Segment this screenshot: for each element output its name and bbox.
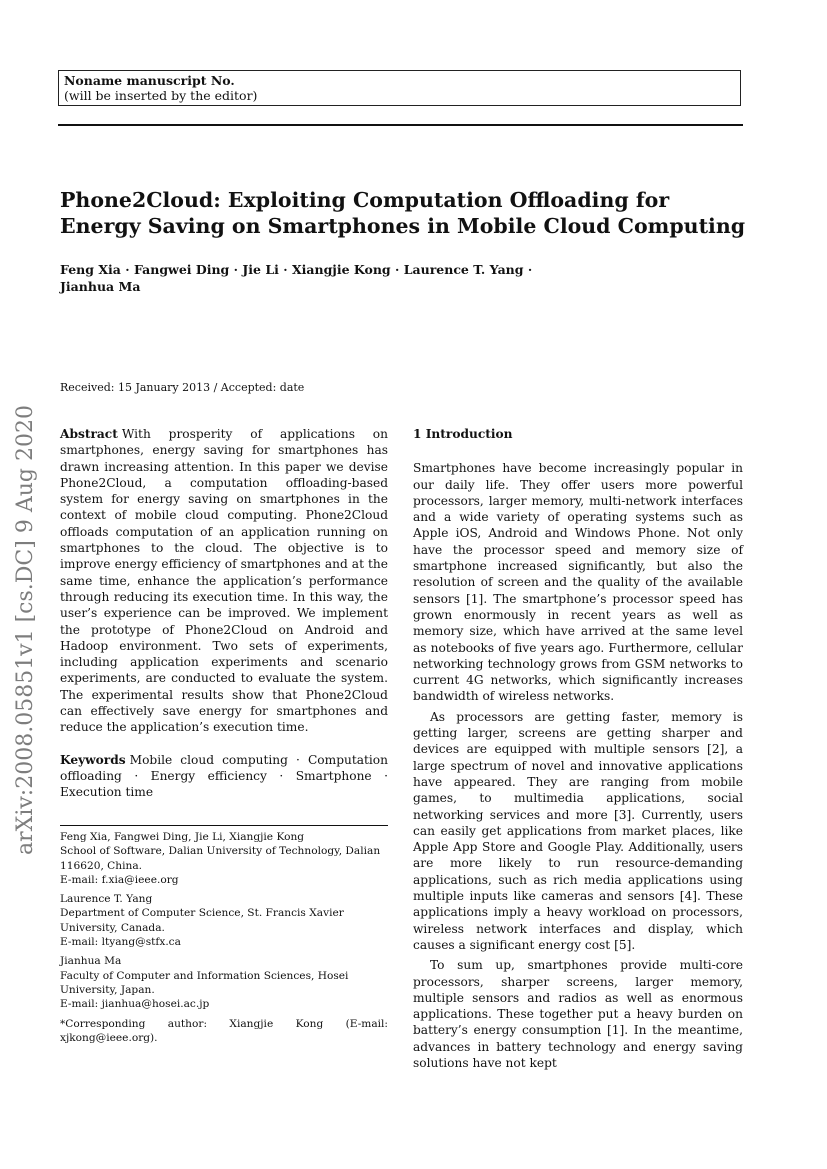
affiliation-dept: Department of Computer Science, St. Francis Xavier University, Canada.: [60, 907, 344, 934]
affiliation-dept: Faculty of Computer and Information Sciences, Hosei University, Japan.: [60, 969, 349, 996]
affiliations: [60, 830, 388, 1045]
body-paragraph: Smartphones have become increasingly popular in our daily life. They offer users more powerful processors, larger memory, multi-network interfaces and a wide variety of operating systems such as Apple iOS, Android and Windows Phone. Not only have the processor speed and memory size of smartphone increased significantly, but also the resolution of screen and the quality of the available sensors [1]. The smartphone’s processor speed has grown enormously in recent years as well as memory size, which have arrived at the same level as notebooks of five years ago. Furthermore, cellular networking technology grows from GSM networks to current 4G networks, which significantly increases bandwidth of wireless networks.: [413, 461, 743, 704]
manuscript-number-label: Noname manuscript No.: [64, 73, 235, 88]
author-name: Xiangjie Kong: [291, 262, 391, 277]
editor-note: (will be inserted by the editor): [64, 88, 258, 103]
affiliation-block: [60, 830, 388, 887]
affiliation-block: [60, 954, 388, 1011]
author-separator: ·: [120, 262, 134, 277]
author-separator: ·: [390, 262, 404, 277]
keywords: [60, 752, 388, 801]
author-name: Feng Xia: [60, 262, 121, 277]
author-name: Jianhua Ma: [60, 279, 141, 294]
footnote-rule: [60, 825, 388, 826]
left-column: [60, 426, 388, 801]
body-paragraph: To sum up, smartphones provide multi-core processors, sharper screens, larger memory, multiple sensors and radios as well as enormous applications. These together put a heavy burden on battery’s energy consumption [1]. In the meantime, advances in battery technology and energy saving solutions have not kept: [413, 958, 743, 1070]
section-heading: 1 Introduction: [413, 427, 513, 441]
abstract-label: Abstract: [60, 427, 118, 441]
affiliation-names: Jianhua Ma: [60, 955, 122, 968]
affiliation-email: E-mail: ltyang@stfx.ca: [60, 936, 181, 949]
manuscript-header-box: [58, 70, 741, 106]
affiliation-dept: School of Software, Dalian University of Technology, Dalian 116620, China.: [60, 845, 381, 872]
author-name: Fangwei Ding: [133, 262, 230, 277]
body-paragraph: As processors are getting faster, memory is getting larger, screens are getting sharper and devices are equipped with multiple sensors [2], a large spectrum of novel and innovative applications have appeared. They are ranging from mobile games, to multimedia applications, social networking services and more [3]. Currently, users can easily get applications from market places, like Apple App Store and Google Play. Additionally, users are more likely to run resource-demanding applications, such as rich media applications using multiple inputs like cameras and sensors [4]. These applications imply a heavy workload on processors, wireless network interfaces and display, which causes a significant energy cost [5].: [413, 709, 743, 952]
keywords-text: Mobile cloud computing · Computation offloading · Energy efficiency · Smartphone · Execution time: [60, 752, 388, 800]
author-separator: ·: [229, 262, 243, 277]
keywords-label: Keywords: [60, 752, 126, 767]
affiliation-block: [60, 892, 388, 949]
affiliation-email: E-mail: f.xia@ieee.org: [60, 873, 179, 886]
paper-title: Phone2Cloud: Exploiting Computation Offloading for Energy Saving on Smartphones in Mobile Cloud Computing: [60, 188, 746, 238]
corresponding-author-note: *Corresponding author: Xiangjie Kong (E-mail: xjkong@ieee.org).: [60, 1017, 388, 1044]
author-name: Laurence T. Yang: [403, 262, 524, 277]
abstract: [60, 426, 388, 736]
right-column: [413, 426, 743, 1071]
affiliation-names: Feng Xia, Fangwei Ding, Jie Li, Xiangjie Kong: [60, 831, 305, 843]
author-name: Jie Li: [242, 262, 279, 277]
arxiv-side-stamp: arXiv:2008.05851v1 [cs.DC] 9 Aug 2020: [13, 405, 38, 855]
affiliation-email: E-mail: jianhua@hosei.ac.jp: [60, 998, 210, 1011]
affiliation-names: Laurence T. Yang: [60, 893, 153, 906]
top-rule: [58, 124, 743, 126]
author-separator: ·: [278, 262, 292, 277]
received-date: Received: 15 January 2013 / Accepted: date: [60, 381, 305, 394]
abstract-text: With prosperity of applications on smartphones, energy saving for smartphones has drawn increasing attention. In this paper we devise Phone2Cloud, a computation offloading-based system for energy saving on smartphones in the context of mobile cloud computing. Phone2Cloud offloads computation of an application running on smartphones to the cloud. The objective is to improve energy efficiency of smartphones and at the same time, enhance the application’s performance through reducing its execution time. In this way, the user’s experience can be improved. We implement the prototype of Phone2Cloud on Android and Hadoop environment. Two sets of experiments, including application experiments and scenario experiments, are conducted to evaluate the system. The experimental results show that Phone2Cloud can effectively save energy for smartphones and reduce the application’s execution time.: [60, 427, 388, 735]
author-list: [60, 261, 680, 295]
author-separator: ·: [523, 262, 533, 277]
